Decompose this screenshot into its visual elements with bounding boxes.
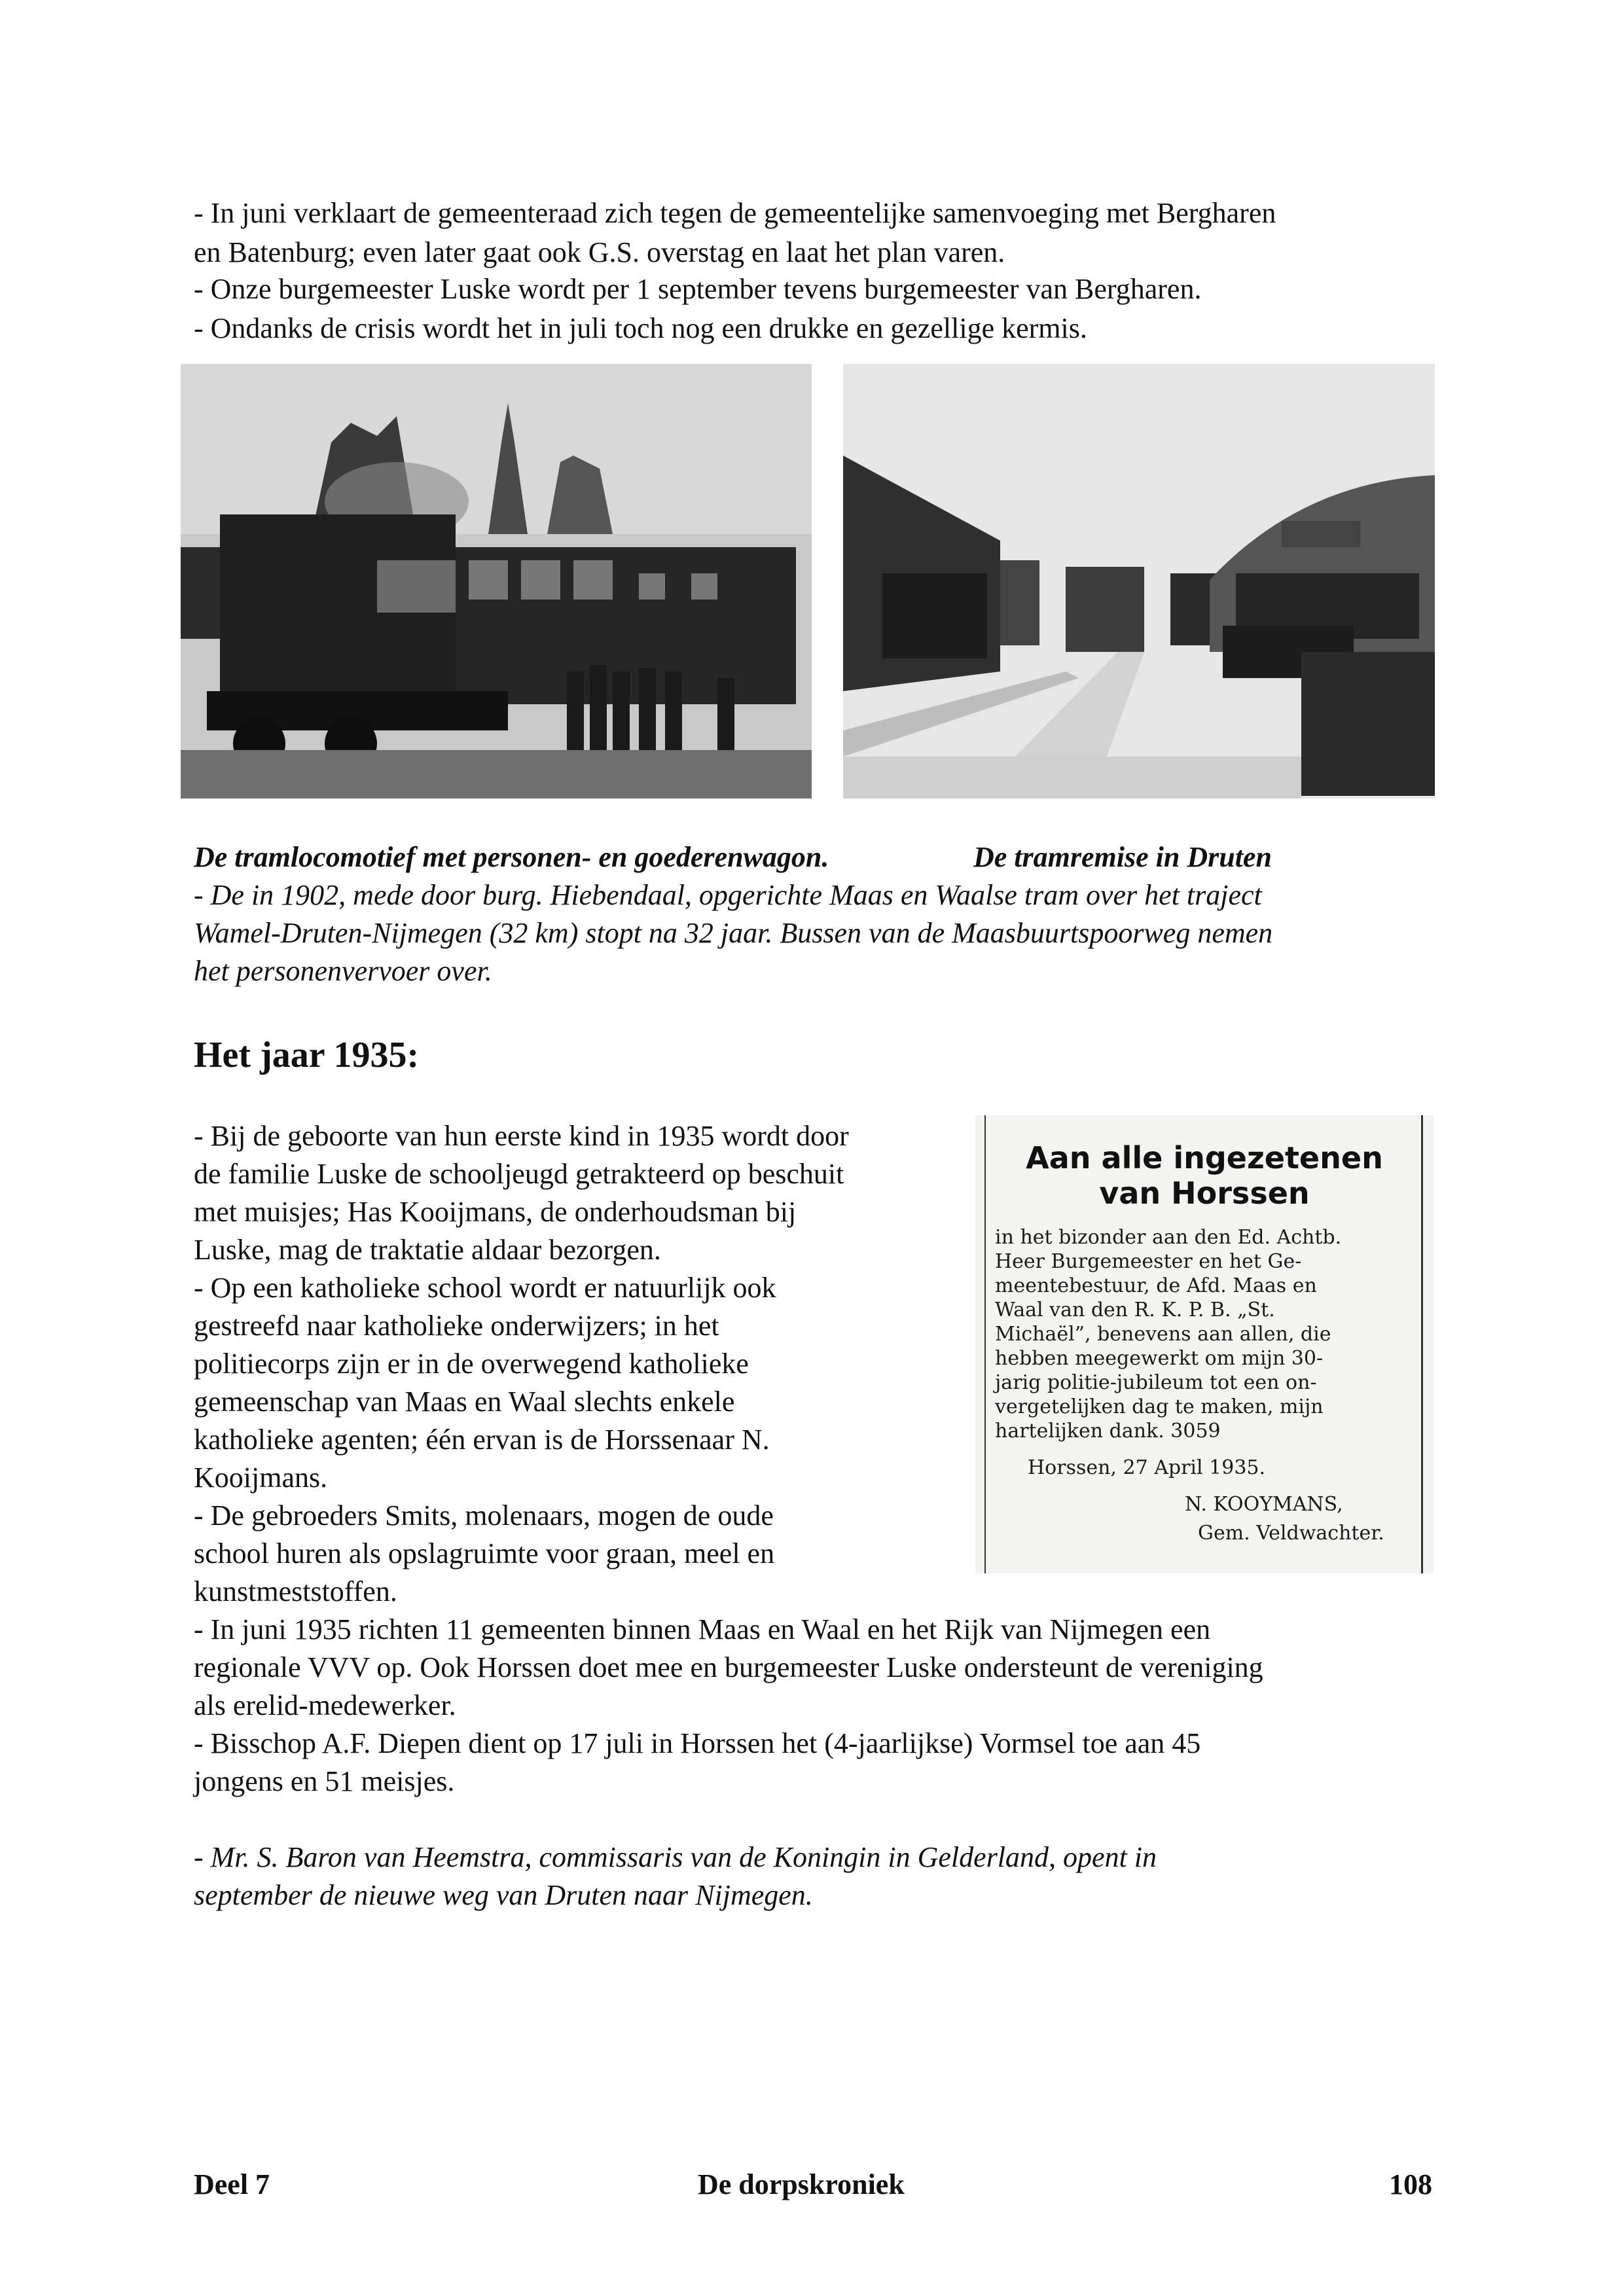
intro-line: en Batenburg; even later gaat ook G.S. overstag en laat het plan varen. [194,236,1005,268]
clipping-date-line: Horssen, 27 April 1935. [1028,1456,1266,1479]
footer-page-number: 108 [1389,2168,1432,2200]
full-line: regionale VVV op. Ook Horssen doet mee en burgemeester Luske ondersteunt de vereniging [194,1651,1263,1683]
tram-note-line: - De in 1902, mede door burg. Hiebendaal, opgerichte Maas en Waalse tram over het traject [194,879,1262,911]
full-line: jongens en 51 meisjes. [194,1765,455,1797]
intro-line: - Onze burgemeester Luske wordt per 1 september tevens burgemeester van Bergharen. [194,273,1202,305]
clipping-body-line: Waal van den R. K. P. B. „St. [995,1299,1275,1321]
wrapped-line: school huren als opslagruimte voor graan, meel en [194,1537,775,1570]
clipping-body-line: in het bizonder aan den Ed. Achtb. [995,1226,1342,1249]
wrapped-line: - Op een katholieke school wordt er natuurlijk ook [194,1272,776,1304]
photo-caption-right: De tramremise in Druten [973,841,1272,873]
clipping-signature: N. KOOYMANS, [1185,1493,1343,1516]
clipping-body-line: Heer Burgemeester en het Ge- [995,1250,1302,1273]
wrapped-line: gestreefd naar katholieke onderwijzers; in het [194,1310,719,1342]
tram-depot-photo [843,364,1435,798]
wrapped-line: politiecorps zijn er in de overwegend katholieke [194,1348,749,1380]
intro-line: - In juni verklaart de gemeenteraad zich tegen de gemeentelijke samenvoeging met Bergharen [194,197,1276,229]
wrapped-line: met muisjes; Has Kooijmans, de onderhoudsman bij [194,1196,797,1228]
footer-center: De dorpskroniek [698,2168,905,2200]
section-title: Het jaar 1935: [194,1035,420,1075]
clipping-body-line: Michaël”, benevens aan allen, die [995,1323,1331,1346]
full-line: - In juni 1935 richten 11 gemeenten binnen Maas en Waal en het Rijk van Nijmegen een [194,1613,1211,1645]
clipping-heading-line: van Horssen [1099,1175,1310,1211]
wrapped-line: de familie Luske de schooljeugd getrakteerd op beschuit [194,1158,844,1190]
closing-line: september de nieuwe weg van Druten naar Nijmegen. [194,1879,813,1911]
full-line: als erelid-medewerker. [194,1689,456,1721]
wrapped-line: - De gebroeders Smits, molenaars, mogen de oude [194,1499,774,1532]
wrapped-line: Kooijmans. [194,1462,328,1494]
full-line: - Bisschop A.F. Diepen dient op 17 juli in Horssen het (4-jaarlijkse) Vormsel toe aan 45 [194,1727,1201,1759]
closing-line: - Mr. S. Baron van Heemstra, commissaris van de Koningin in Gelderland, opent in [194,1841,1157,1873]
intro-line: - Ondanks de crisis wordt het in juli toch nog een drukke en gezellige kermis. [194,312,1087,344]
wrapped-line: gemeenschap van Maas en Waal slechts enkele [194,1386,735,1418]
clipping-body-line: vergetelijken dag te maken, mijn [995,1395,1324,1418]
clipping-body-line: hartelijken dank. 3059 [995,1420,1221,1443]
clipping-body-line: hebben meegewerkt om mijn 30- [995,1347,1324,1370]
tram-note-line: Wamel-Druten-Nijmegen (32 km) stopt na 32 jaar. Bussen van de Maasbuurtspoorweg nemen [194,917,1273,949]
clipping-body-line: meentebestuur, de Afd. Maas en [995,1274,1317,1297]
wrapped-line: - Bij de geboorte van hun eerste kind in 1935 wordt door [194,1120,849,1152]
clipping-heading-line: Aan alle ingezetenen [1026,1140,1383,1175]
wrapped-line: Luske, mag de traktatie aldaar bezorgen. [194,1234,661,1266]
wrapped-line: kunstmeststoffen. [194,1575,397,1607]
tram-note-line: het personenvervoer over. [194,955,492,987]
tram-locomotive-photo [181,364,812,798]
wrapped-line: katholieke agenten; één ervan is de Horssenaar N. [194,1424,770,1456]
clipping-title: Gem. Veldwachter. [1198,1522,1384,1545]
photo-caption-left: De tramlocomotief met personen- en goederenwagon. [194,841,829,873]
newspaper-clipping [975,1115,1434,1573]
clipping-body-line: jarig politie-jubileum tot een on- [995,1371,1317,1394]
footer-left: Deel 7 [194,2168,270,2200]
